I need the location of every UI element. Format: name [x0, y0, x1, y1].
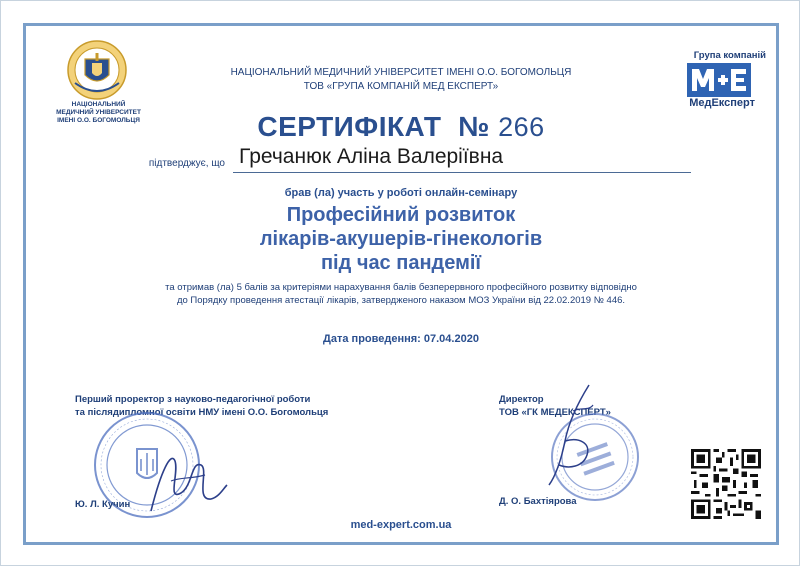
right-signatory-title: Директор ТОВ «ГК МЕДЕКСПЕРТ» [499, 394, 611, 418]
points-statement: та отримав (ла) 5 балів за критеріями нарахування балів безперервного професійного розвитку відповідно до Порядку проведення атестації лікарів, затвердженого наказом МОЗ України від 22.02.2019 № 446. [165, 282, 637, 306]
right-signature-icon [529, 381, 609, 491]
certificate-number: 266 [498, 112, 545, 142]
university-name: НАЦІОНАЛЬНИЙ МЕДИЧНИЙ УНІВЕРСИТЕТ ІМЕНІ О.О. БОГОМОЛЬЦЯ [56, 101, 141, 124]
company-name: МедЕксперт [689, 97, 755, 109]
issuer-line-company: ТОВ «ГРУПА КОМПАНІЙ МЕД ЕКСПЕРТ» [303, 81, 499, 92]
left-signatory-name: Ю. Л. Кучин [75, 499, 131, 510]
recipient-name: Гречанюк Аліна Валеріївна [239, 145, 504, 168]
participation-text: брав (ла) участь у роботі онлайн-семінару [284, 187, 518, 199]
issuer-header [191, 66, 611, 94]
right-signatory-name: Д. О. Бахтіярова [499, 496, 577, 507]
certificate-title: СЕРТИФІКАТ № 266 [257, 111, 545, 142]
qr-code-icon [691, 449, 761, 519]
company-website: med-expert.com.ua [350, 519, 452, 531]
university-crest-icon [65, 39, 129, 101]
confirms-label: підтверджує, що [148, 158, 225, 169]
seminar-title: Професійний розвиток лікарів-акушерів-гінекологів під час пандемії [259, 204, 543, 274]
event-date: Дата проведення: 07.04.2020 [323, 333, 479, 345]
medexpert-logo-icon [687, 63, 751, 97]
left-signature-icon [141, 441, 231, 521]
recipient-underline [233, 172, 691, 173]
company-group-label: Група компаній [693, 50, 766, 61]
left-signatory-title: Перший проректор з науково-педагогічної роботи та післядипломної освіти НМУ імені О.О. Богомольця [75, 394, 329, 418]
issuer-line-university: НАЦІОНАЛЬНИЙ МЕДИЧНИЙ УНІВЕРСИТЕТ ІМЕНІ О.О. БОГОМОЛЬЦЯ [230, 67, 572, 78]
